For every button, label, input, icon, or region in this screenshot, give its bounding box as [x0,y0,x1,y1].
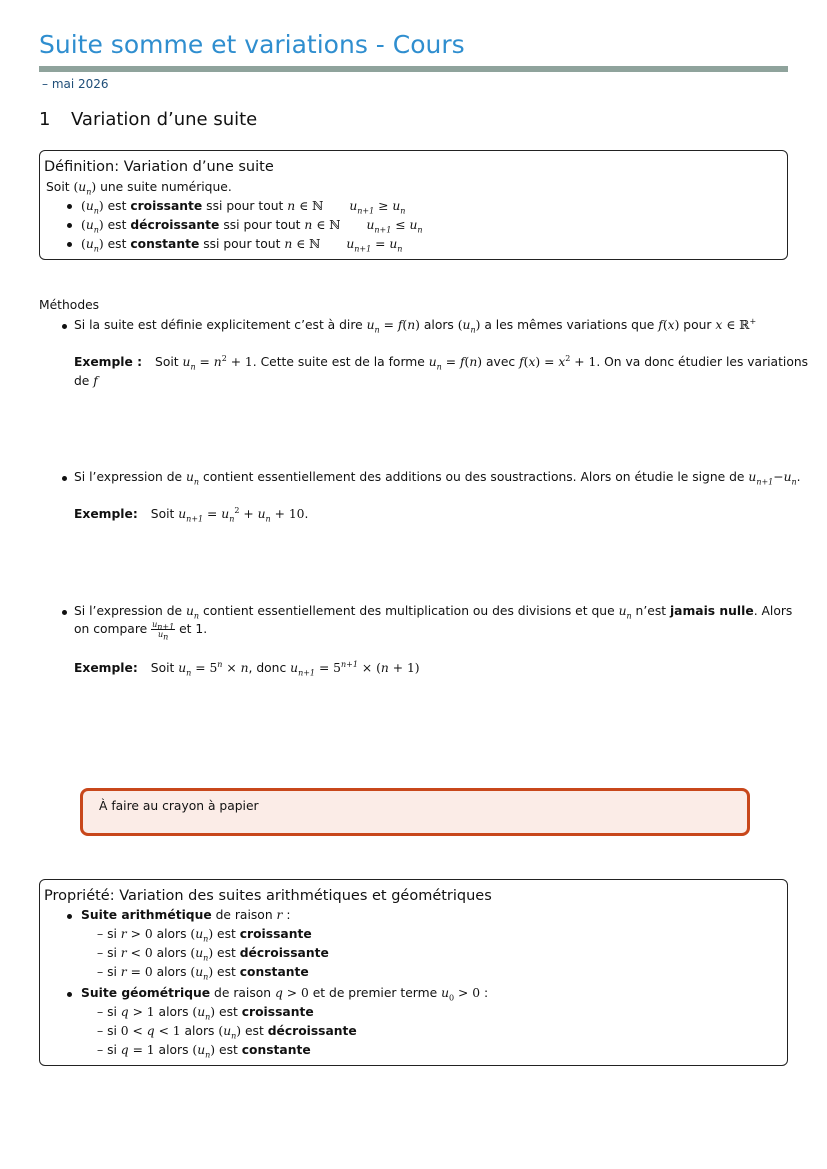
method-1-example: Exemple : Soit $u_n = n^2 + 1$. Cette suite est de la forme $u_n = f(n)$ avec $f(x) = x^2 + 1$. On va donc étudier les variations [74,353,809,372]
definition-item-decroissante: $(u_n)$ est décroissante ssi pour tout n ∈ ℕ $u_{n+1} \le u_n$ [81,218,423,235]
bullet [62,610,67,615]
property-box [39,879,788,1066]
geometric-case-1: – si q > 1 alors $(u_n)$ est croissante [97,1005,314,1022]
bullet [67,223,72,228]
pencil-note-label: À faire au crayon à papier [99,799,259,813]
definition-intro: Soit $(u_n)$ une suite numérique. [46,180,232,197]
geometric-case-2: – si 0 < q < 1 alors $(u_n)$ est décroissante [97,1024,357,1041]
geometric-case-3: – si q = 1 alors $(u_n)$ est constante [97,1043,311,1060]
arithmetic-heading: Suite arithmétique de raison r : [81,908,291,922]
section-number: 1 [39,109,51,130]
title-rule [39,66,788,72]
definition-item-constante: $(u_n)$ est constante ssi pour tout n ∈ ℕ $u_{n+1} = u_n$ [81,237,403,254]
definition-title: Définition: Variation d’une suite [44,159,274,175]
page-title: Suite somme et variations - Cours [39,30,465,59]
method-1-text: Si la suite est définie explicitement c’est à dire $u_n = f(n)$ alors $(u_n)$ a les mêmes variations que f(x) pour x ∈ ℝ+ [74,316,757,335]
property-title: Propriété: Variation des suites arithmétiques et géométriques [44,888,492,904]
arithmetic-case-2: – si r < 0 alors $(u_n)$ est décroissante [97,946,329,963]
methods-heading: Méthodes [39,298,100,312]
method-2-example: Exemple: Soit $u_{n+1} = u_n^2 + u_n + 10$. [74,505,309,524]
method-3-example: Exemple: Soit $u_n = 5^n \times n$, donc $u_{n+1} = 5^{n+1} \times (n + 1)$ [74,659,420,678]
method-2-text: Si l’expression de $u_n$ contient essentiellement des additions ou des soustractions. Alors on étudie le signe de $u_{n+1}-u_n$. [74,470,801,487]
arithmetic-case-3: – si r = 0 alors $(u_n)$ est constante [97,965,309,982]
bullet [67,242,72,247]
document-date: – mai 2026 [42,77,109,91]
method-1-example-cont: de f [74,374,98,388]
bullet [62,324,67,329]
section-title: Variation d’une suite [71,109,258,130]
ratio-fraction: $\frac{u_{n+1}}{u_n}$ [152,620,175,642]
pencil-note-box [80,788,750,836]
bullet [67,992,72,997]
bullet [67,204,72,209]
arithmetic-case-1: – si r > 0 alors $(u_n)$ est croissante [97,927,312,944]
bullet [67,914,72,919]
geometric-heading: Suite géométrique de raison q > 0 et de premier terme $u_0 > 0$ : [81,986,489,1003]
method-3-text-cont: on compare $\frac{u_{n+1}}{u_n}$ et 1. [74,620,208,642]
definition-box [39,150,788,260]
definition-item-croissante: $(u_n)$ est croissante ssi pour tout n ∈ ℕ $u_{n+1} \ge u_n$ [81,199,406,216]
method-3-text: Si l’expression de $u_n$ contient essentiellement des multiplication ou des divisions et que $u_n$ n’est jamais nulle. Alors [74,604,793,621]
bullet [62,476,67,481]
